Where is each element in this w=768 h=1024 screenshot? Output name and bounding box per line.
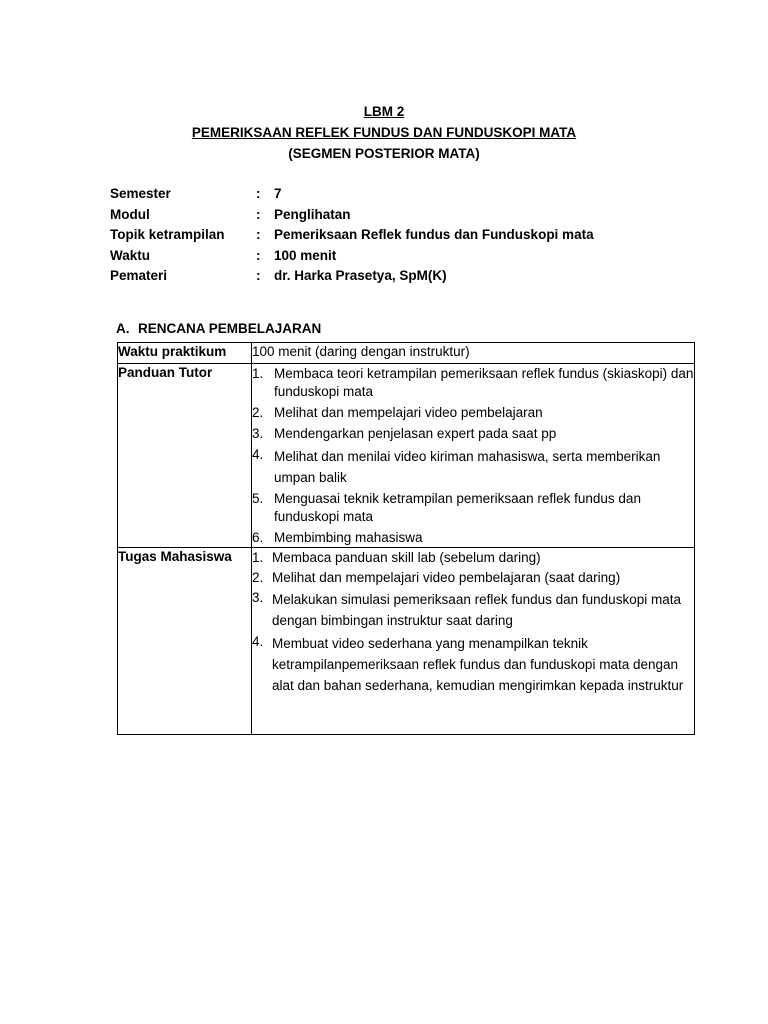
- info-colon: :: [256, 186, 261, 201]
- info-value: Pemeriksaan Reflek fundus dan Funduskopi mata: [274, 227, 594, 242]
- info-value: 7: [274, 186, 282, 201]
- section-title-text: RENCANA PEMBELAJARAN: [138, 321, 322, 336]
- list-number: 4.: [252, 634, 264, 649]
- list-item: [252, 425, 694, 443]
- list-number: 3.: [252, 590, 264, 605]
- list-number: 3.: [252, 426, 264, 441]
- tutor-guide-cell: [252, 364, 695, 548]
- list-item: [252, 549, 694, 567]
- list-number: 6.: [252, 530, 264, 545]
- list-item: [252, 365, 694, 401]
- list-text: Melihat dan mempelajari video pembelajaran (saat daring): [272, 570, 621, 585]
- info-value: dr. Harka Prasetya, SpM(K): [274, 268, 447, 283]
- list-text: Membaca panduan skill lab (sebelum daring): [272, 550, 541, 565]
- list-number: 1.: [252, 366, 264, 381]
- document-subtitle: (SEGMEN POSTERIOR MATA): [288, 146, 480, 161]
- info-colon: :: [256, 268, 261, 283]
- info-colon: :: [256, 247, 261, 263]
- task-label: Tugas Mahasiswa: [118, 548, 252, 735]
- info-label: Topik ketrampilan: [110, 227, 225, 242]
- list-item: [252, 633, 694, 696]
- list-text: Melakukan simulasi pemeriksaan reflek fundus dan funduskopi mata dengan bimbingan instruktur saat daring: [272, 592, 681, 628]
- info-colon: :: [256, 227, 261, 242]
- list-number: 4.: [252, 447, 264, 462]
- info-row-topik: [110, 226, 670, 247]
- table-row-time: [118, 343, 695, 364]
- list-text: Membuat video sederhana yang menampilkan teknik ketrampilanpemeriksaan reflek fundus dan funduskopi mata dengan alat dan bahan sederhana, kemudian mengirimkan kepada instruktur: [272, 636, 684, 693]
- table-row-tutor: [118, 364, 695, 548]
- list-number: 2.: [252, 405, 264, 420]
- info-label: Waktu: [110, 247, 150, 263]
- info-block: [110, 185, 670, 288]
- list-item: [252, 404, 694, 422]
- list-number: 5.: [252, 491, 264, 506]
- info-row-semester: [110, 185, 670, 206]
- info-value: 100 menit: [274, 247, 337, 263]
- section-letter: A.: [116, 321, 130, 336]
- info-label: Pemateri: [110, 268, 168, 283]
- document-title: [0, 124, 768, 142]
- section-heading: [116, 320, 321, 338]
- info-row-modul: [110, 206, 670, 227]
- list-text: Mendengarkan penjelasan expert pada saat pp: [274, 426, 557, 441]
- list-item: [252, 569, 694, 587]
- table-row-student-task: [118, 548, 695, 735]
- student-task-list: [252, 549, 694, 696]
- list-item: [252, 446, 694, 488]
- list-number: 1.: [252, 550, 264, 565]
- title-code-text: LBM 2: [363, 104, 405, 119]
- info-row-pemateri: [110, 267, 670, 288]
- list-item: [252, 529, 694, 547]
- learning-plan-table: [117, 342, 695, 735]
- title-text: PEMERIKSAAN REFLEK FUNDUS DAN FUNDUSKOPI MATA: [191, 125, 577, 140]
- info-value: Penglihatan: [274, 206, 351, 222]
- list-number: 2.: [252, 570, 264, 585]
- tutor-label: Panduan Tutor: [118, 364, 252, 548]
- list-text: Melihat dan menilai video kiriman mahasiswa, serta memberikan umpan balik: [274, 449, 661, 485]
- time-value: 100 menit (daring dengan instruktur): [252, 343, 695, 364]
- info-label: Semester: [110, 186, 171, 201]
- list-text: Menguasai teknik ketrampilan pemeriksaan reflek fundus dan funduskopi mata: [274, 491, 641, 524]
- info-row-waktu: [110, 247, 670, 268]
- document-title-code: [0, 103, 768, 121]
- list-item: [252, 589, 694, 631]
- list-item: [252, 490, 694, 526]
- info-label: Modul: [110, 206, 150, 222]
- student-task-cell: [252, 548, 695, 735]
- tutor-guide-list: [252, 365, 694, 547]
- list-text: Membimbing mahasiswa: [274, 530, 423, 545]
- time-label: Waktu praktikum: [118, 343, 252, 364]
- info-colon: :: [256, 206, 261, 222]
- list-text: Membaca teori ketrampilan pemeriksaan reflek fundus (skiaskopi) dan funduskopi mata: [274, 366, 694, 399]
- list-text: Melihat dan mempelajari video pembelajaran: [274, 405, 543, 420]
